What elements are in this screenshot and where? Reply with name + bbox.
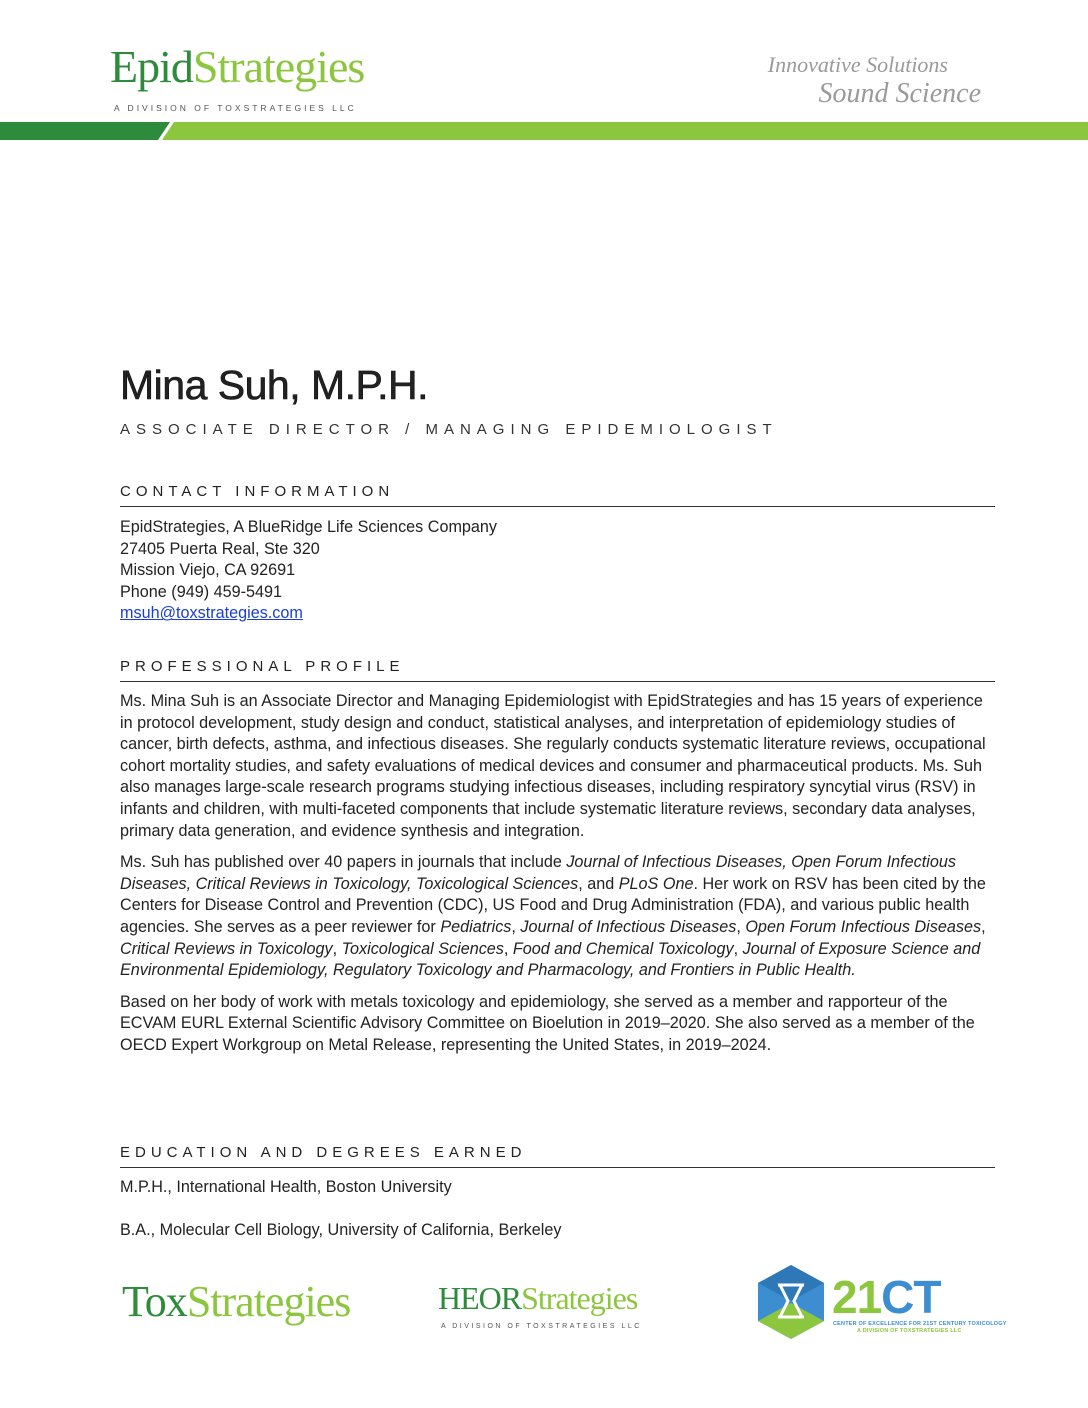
toxstrategies-logo xyxy=(122,1277,351,1326)
p2-text: Ms. Suh has published over 40 papers in journals that include xyxy=(120,853,567,872)
21ct-logo-text xyxy=(832,1271,941,1323)
profile-paragraph-1: Ms. Mina Suh is an Associate Director and Managing Epidemiologist with EpidStrategies and has 15 years of experience in protocol development, study design and conduct, statistical analyses, and interpretation of epidemiology studies of cancer, birth defects, asthma, and infectious diseases. She regularly conducts systematic literature reviews, occupational cohort mortality studies, and safety evaluations of medical devices and consumer and pharmaceutical products. Ms. Suh also manages large-scale research programs studying infectious diseases, including respiratory syncytial virus (RSV) in infants and children, with multi-faceted components that include systematic literature reviews, secondary data analyses, primary data generation, and evidence synthesis and integration. xyxy=(120,692,986,840)
heor-logo-part-b: Strategies xyxy=(521,1280,638,1316)
contact-address1: 27405 Puerta Real, Ste 320 xyxy=(120,539,320,558)
profile-block xyxy=(120,691,990,1067)
p2-sep: , xyxy=(503,939,513,958)
heor-logo-part-a: HEOR xyxy=(438,1280,522,1316)
epidstrategies-logo xyxy=(110,41,365,92)
dna-hourglass-icon xyxy=(756,1263,826,1341)
p2-sep: , xyxy=(736,917,746,936)
tagline-sound-science: Sound Science xyxy=(818,78,981,109)
p2-journal: Journal of Infectious Diseases xyxy=(520,917,737,936)
21ct-subtitle-1: CENTER OF EXCELLENCE FOR 21ST CENTURY TOXICOLOGY xyxy=(833,1321,1007,1327)
p2-journal: Food and Chemical Toxicology xyxy=(512,939,734,958)
contact-company: EpidStrategies, A BlueRidge Life Sciences Company xyxy=(120,518,498,536)
p2-journal: Critical Reviews in Toxicology xyxy=(120,939,333,958)
p2-journal: Toxicological Sciences xyxy=(341,939,504,958)
tox-logo-part-a: Tox xyxy=(122,1277,187,1326)
tox-logo-part-b: Strategies xyxy=(186,1277,351,1326)
profile-paragraph-3: Based on her body of work with metals toxicology and epidemiology, she served as a member and rapporteur of the ECVAM EURL External Scientific Advisory Committee on Bioelution in 2019–2020. She also served as a member of the OECD Expert Workgroup on Metal Release, representing the United States, in 2019–2024. xyxy=(120,992,975,1054)
person-name: Mina Suh, M.P.H. xyxy=(120,362,428,408)
p2-journals: Journal of Infectious Diseases, Open Forum Infectious Diseases, Critical Reviews in Toxicology, Toxicological Sciences xyxy=(120,853,956,893)
p2-text: . Her work on RSV has been cited by the Centers for Disease Control and Prevention (CDC), US Food and Drug Administration (FDA), and various public health agencies. She serves as a peer reviewer for xyxy=(120,874,986,936)
p2-sep: , xyxy=(332,939,342,958)
p2-text: , and xyxy=(578,874,619,893)
logo-part-strategies: Strategies xyxy=(192,41,365,92)
contact-email-link[interactable]: msuh@toxstrategies.com xyxy=(120,604,303,623)
heor-subtitle: A DIVISION OF TOXSTRATEGIES LLC xyxy=(441,1323,642,1330)
21ct-subtitle-2: A DIVISION OF TOXSTRATEGIES LLC xyxy=(857,1328,962,1334)
profile-heading: PROFESSIONAL PROFILE xyxy=(120,658,995,682)
ct-logo-part-ct: CT xyxy=(881,1271,941,1323)
ct-logo-part-21: 21 xyxy=(832,1271,882,1323)
tagline-innovative: Innovative Solutions xyxy=(767,52,948,77)
contact-address2: Mission Viejo, CA 92691 xyxy=(120,561,296,580)
p2-journals: Journal of Exposure Science and Environmental Epidemiology, Regulatory Toxicology and Pharmacology, and Frontiers in Public Health. xyxy=(120,939,981,980)
p2-sep: , xyxy=(981,917,986,936)
education-heading: EDUCATION AND DEGREES EARNED xyxy=(120,1144,995,1168)
p2-sep: , xyxy=(511,917,521,936)
person-title: ASSOCIATE DIRECTOR / MANAGING EPIDEMIOLOGIST xyxy=(120,421,778,438)
heorstrategies-logo xyxy=(438,1282,637,1314)
profile-paragraph-2 xyxy=(120,852,990,982)
p2-sep: , xyxy=(733,939,743,958)
logo-part-epid: Epid xyxy=(110,41,193,92)
logo-subtitle: A DIVISION OF TOXSTRATEGIES LLC xyxy=(114,103,357,113)
contact-phone: Phone (949) 459-5491 xyxy=(120,582,283,601)
education-degree-1: M.P.H., International Health, Boston University xyxy=(120,1178,452,1196)
p2-journal: Open Forum Infectious Diseases xyxy=(745,917,982,936)
contact-block xyxy=(120,517,990,625)
p2-journal: Pediatrics xyxy=(440,917,512,936)
education-degree-2: B.A., Molecular Cell Biology, University of California, Berkeley xyxy=(120,1221,562,1239)
contact-heading: CONTACT INFORMATION xyxy=(120,483,995,507)
header-color-bar xyxy=(0,122,1088,140)
p2-journal: PLoS One xyxy=(618,874,694,893)
